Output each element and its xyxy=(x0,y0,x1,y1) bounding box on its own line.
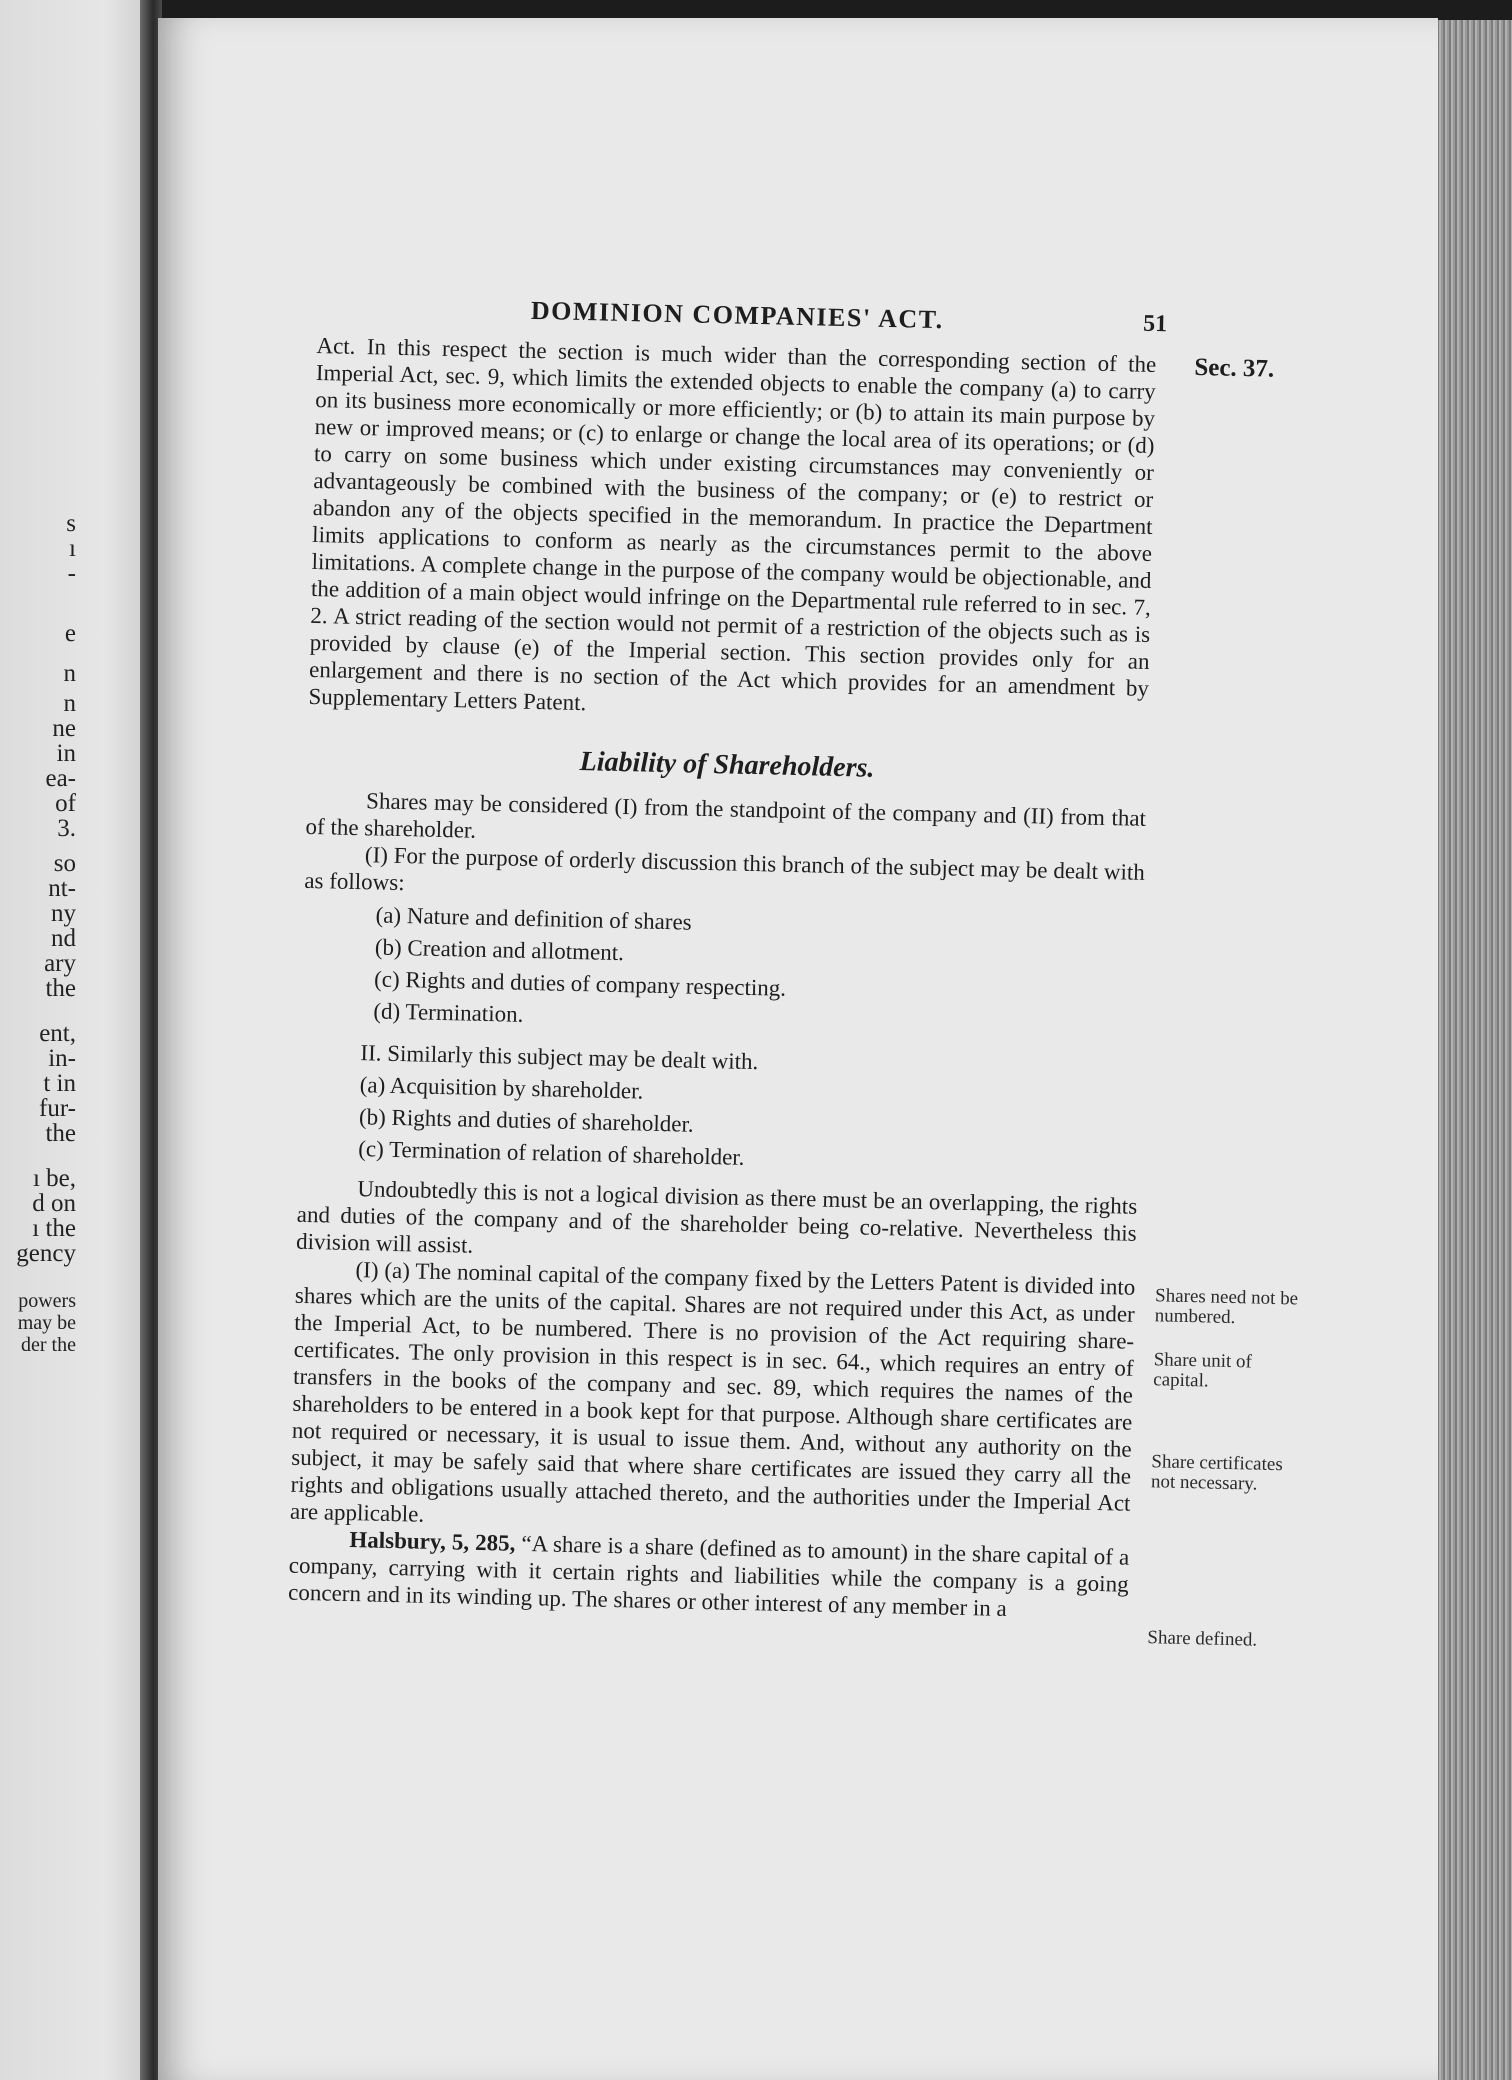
left-page-fragment: of xyxy=(55,790,76,817)
margin-note: Share certificates not necessary. xyxy=(1150,1451,1283,1495)
left-page-fragment: fur- xyxy=(39,1095,76,1122)
left-page-fragment: d on xyxy=(32,1190,76,1217)
running-head: DOMINION COMPANIES' ACT. xyxy=(530,295,944,335)
paragraph-shareholder-branch: II. Similarly this subject may be dealt with. xyxy=(360,1040,759,1075)
left-page-fragment: 3. xyxy=(57,815,76,842)
section-heading: Liability of Shareholders. xyxy=(579,746,875,784)
left-page-fragment: s xyxy=(66,510,76,537)
list-company xyxy=(301,898,1144,1045)
left-page-fragment: ary xyxy=(44,950,76,977)
left-page-fragment: - xyxy=(67,560,76,587)
paragraph-intro: Shares may be considered (I) from the standpoint of the company and (II) from that of the shareholder. xyxy=(305,788,1147,843)
list-item: (c) Rights and duties of company respecting. xyxy=(373,966,787,1001)
left-page-fragment: so xyxy=(53,850,76,877)
list-item: (b) Creation and allotment. xyxy=(374,934,625,966)
left-page-fragment: in xyxy=(56,740,76,767)
paragraph-objects: Act. In this respect the section is much wider than the corresponding section of the Imperial Act, sec. 9, which limits the extended objects to enable the company (a) to carry on its business more economically or more efficiently; or (b) to attain its main purpose by new or improved means; or (c) to enlarge or change the local area of its operations; or (d) to carry on some business which under existing circumstances may conveniently or advantageously be combined with the business of the company; or (e) to restrict or abandon any of the objects specified in the memorandum. In practice the Department limits applications to conform as nearly as the circumstances permit to the above limitations. A complete change in the purpose of the company would be objectionable, and the addition of a main object would infringe on the Departmental rule referred to in sec. 7, 2. A strict reading of the section would not permit of a restriction of the objects such as is provided by clause (e) of the Imperial section. This section provides only for an enlargement and there is no section of the Act which provides for an amendment by Supplementary Letters Patent. xyxy=(308,332,1157,716)
left-page-fragment: nd xyxy=(51,925,76,952)
paragraph-company-branch: (I) For the purpose of orderly discussion this branch of the subject may be dealt with as follows: xyxy=(304,842,1146,896)
left-page-fragment: ı the xyxy=(32,1215,76,1242)
left-page-fragment: ny xyxy=(51,900,76,927)
list-item: (c) Termination of relation of shareholder. xyxy=(358,1136,745,1170)
section-label: Sec. 37. xyxy=(1194,353,1275,383)
left-page-fragment: the xyxy=(45,975,76,1002)
left-page-edge xyxy=(0,0,148,2080)
margin-note: Share defined. xyxy=(1147,1627,1258,1651)
paragraph-division: Undoubtedly this is not a logical division as there must be an overlapping, the rights and duties of the company and of the shareholder being co-relative. Nevertheless this division will assist. xyxy=(295,1176,1138,1258)
list-item: (a) Nature and definition of shares xyxy=(375,902,692,935)
list-item: (d) Termination. xyxy=(373,998,524,1027)
left-page-fragment: ne xyxy=(52,715,76,742)
left-page-fragment: ent, xyxy=(39,1020,76,1047)
list-item: (a) Acquisition by shareholder. xyxy=(359,1072,644,1104)
paragraph-nominal-capital: (I) (a) The nominal capital of the company fixed by the Letters Patent is divided into shares which are the units of the capital. Shares are not required under this Act, as under the Imperial Act, to be numbered. There is no provision of the Act requiring share-certificates. The only provision in this respect is in sec. 64., which requires an entry of transfers in the books of the company and sec. 89, which requires the names of the shareholders to be entered in a book kept for that purpose. Although share certificates are not required or necessary, it is usual to issue them. And, without any authority on the subject, it may be safely said that where share certificates are issued they carry all the rights and obligations usually attached thereto, and the authorities under the Imperial Act are applicable. xyxy=(289,1257,1136,1527)
list-item: (b) Rights and duties of shareholder. xyxy=(358,1104,694,1137)
margin-note: Shares need not be numbered. xyxy=(1154,1285,1299,1329)
left-page-fragment: nt- xyxy=(48,875,76,902)
citation: Halsbury, 5, 285, xyxy=(349,1527,516,1556)
citation-text: “A share is a share (defined as to amount) in the share capital of a company, carrying with it certain rights and liabilities while the company is a going concern and in its winding up. The shares or other interest of any member in a xyxy=(287,1530,1130,1621)
page-number: 51 xyxy=(1142,310,1168,338)
left-page-fragment: n xyxy=(63,690,76,717)
page-content xyxy=(287,280,1299,1651)
left-page-fragment: ı be, xyxy=(32,1165,76,1192)
left-page-fragment: may be xyxy=(17,1312,76,1334)
page-edges xyxy=(1435,20,1512,2080)
list-shareholder xyxy=(298,1068,1140,1183)
left-page-fragment: in- xyxy=(48,1045,76,1072)
left-page-fragment: der the xyxy=(21,1334,76,1356)
left-page-fragment: ı xyxy=(69,535,76,562)
left-page-fragment: the xyxy=(45,1120,76,1147)
left-page-fragment: t in xyxy=(43,1070,76,1097)
left-page-fragment: powers xyxy=(18,1290,76,1312)
left-page-fragment: n xyxy=(63,660,76,687)
left-page-fragment: gency xyxy=(16,1240,76,1267)
left-page-fragment: e xyxy=(64,620,76,647)
left-page-fragment: ea- xyxy=(45,765,76,792)
margin-note: Share unit of capital. xyxy=(1153,1349,1253,1392)
